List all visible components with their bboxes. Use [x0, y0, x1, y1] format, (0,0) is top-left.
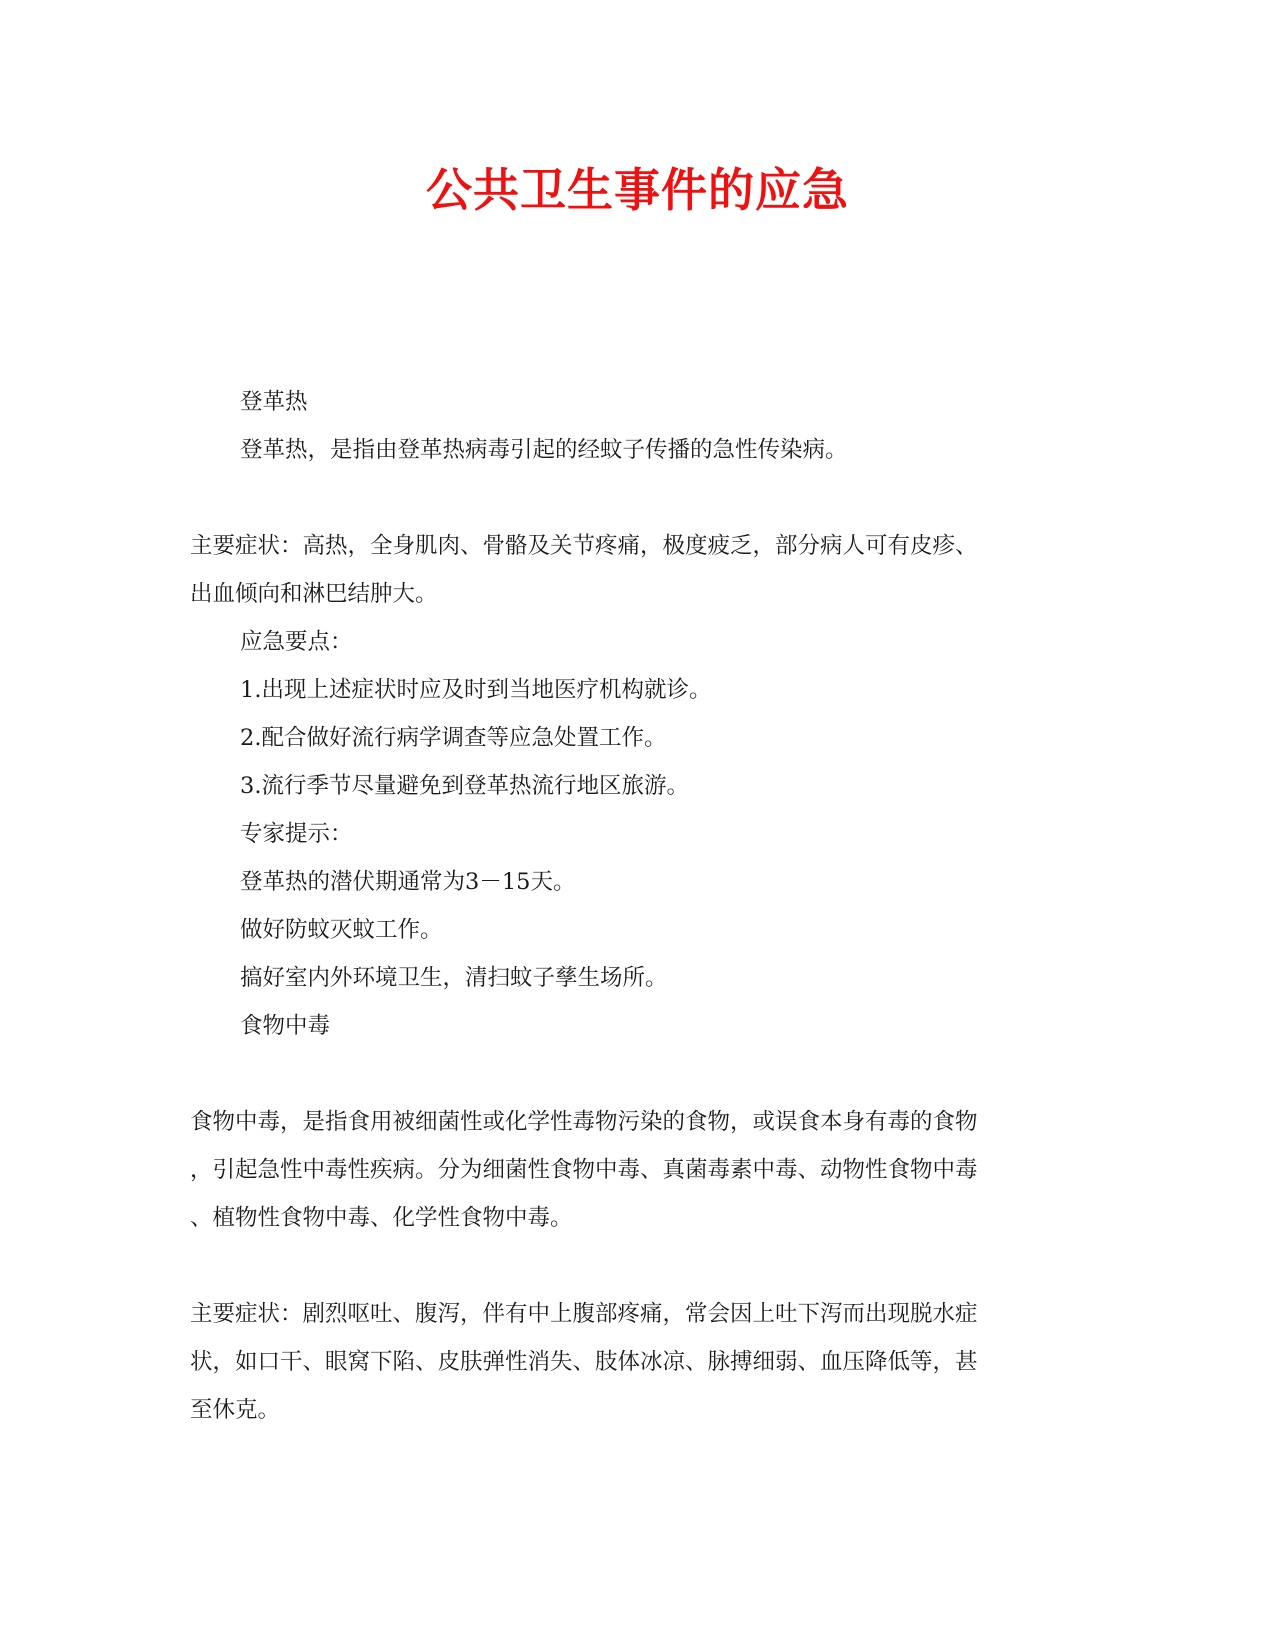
- paragraph-food-symptoms-line1: 主要症状：剧烈呕吐、腹泻，伴有中上腹部疼痛，常会因上吐下泻而出现脱水症: [190, 1301, 978, 1327]
- subheading-emergency-points: 应急要点：: [240, 629, 353, 655]
- paragraph-dengue-definition: 登革热，是指由登革热病毒引起的经蚊子传播的急性传染病。: [240, 437, 848, 463]
- tip-incubation: 登革热的潜伏期通常为3－15天。: [240, 869, 576, 895]
- section-heading-dengue: 登革热: [240, 389, 308, 415]
- paragraph-food-poisoning-line3: 、植物性食物中毒、化学性食物中毒。: [190, 1205, 573, 1231]
- paragraph-food-symptoms-line3: 至休克。: [190, 1397, 281, 1423]
- tip-environment: 搞好室内外环境卫生，清扫蚊子孳生场所。: [240, 965, 668, 991]
- list-item-1: 1.出现上述症状时应及时到当地医疗机构就诊。: [240, 677, 712, 703]
- paragraph-dengue-symptoms-line1: 主要症状：高热，全身肌肉、骨骼及关节疼痛，极度疲乏，部分病人可有皮疹、: [190, 533, 978, 559]
- paragraph-food-symptoms-line2: 状，如口干、眼窝下陷、皮肤弹性消失、肢体冰凉、脉搏细弱、血压降低等，甚: [190, 1349, 978, 1375]
- list-item-3: 3.流行季节尽量避免到登革热流行地区旅游。: [240, 773, 689, 799]
- document-body: [190, 378, 1070, 1434]
- spacer: [190, 1050, 1070, 1098]
- paragraph-dengue-symptoms-line2: 出血倾向和淋巴结肿大。: [190, 581, 438, 607]
- tip-mosquito-control: 做好防蚊灭蚊工作。: [240, 917, 443, 943]
- document-title: 公共卫生事件的应急: [426, 163, 849, 217]
- spacer: [190, 474, 1070, 522]
- list-item-2: 2.配合做好流行病学调查等应急处置工作。: [240, 725, 667, 751]
- section-heading-food-poisoning: 食物中毒: [240, 1013, 331, 1039]
- paragraph-food-poisoning-line1: 食物中毒，是指食用被细菌性或化学性毒物污染的食物，或误食本身有毒的食物: [190, 1109, 978, 1135]
- paragraph-food-poisoning-line2: ，引起急性中毒性疾病。分为细菌性食物中毒、真菌毒素中毒、动物性食物中毒: [190, 1157, 978, 1183]
- subheading-expert-tips: 专家提示：: [240, 821, 353, 847]
- spacer: [190, 1242, 1070, 1290]
